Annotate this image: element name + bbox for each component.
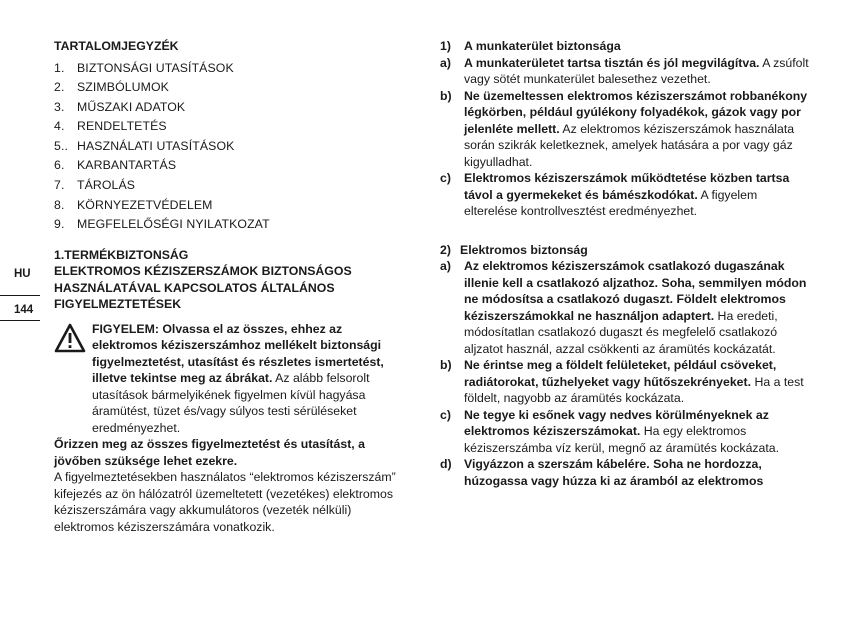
item-label: c) xyxy=(440,171,451,185)
warning-text: Az alább felsorolt utasítások bármelyikének figyelmen kívül hagyása áramütést, tüzet és/vagy súlyos testi sérüléseket eredményezhet. xyxy=(92,371,370,435)
toc-item xyxy=(54,196,404,216)
warning-paragraph xyxy=(54,321,404,437)
toc-num: 2. xyxy=(54,80,65,95)
language-tab: HU xyxy=(14,268,31,280)
warning-triangle-icon xyxy=(54,323,86,353)
spacer xyxy=(54,235,404,247)
item-bold: A munkaterületet tartsa tisztán és jól megvilágítva. xyxy=(464,55,760,70)
toc-item xyxy=(54,215,404,235)
toc-label: MŰSZAKI ADATOK xyxy=(77,99,186,114)
item-bold: Ne üzemeltessen elektromos kéziszerszámot robbanékony légkörben, például gyúlékony folyadékok, gázok vagy por jelenléte mellett. xyxy=(464,88,808,136)
toc-item xyxy=(54,117,404,137)
list-item xyxy=(440,258,812,357)
toc-label: BIZTONSÁGI UTASÍTÁSOK xyxy=(77,60,234,75)
toc-list xyxy=(54,59,404,235)
side-divider xyxy=(0,295,40,296)
warning-block xyxy=(54,321,404,437)
item-label: b) xyxy=(440,88,452,103)
toc-label: KÖRNYEZETVÉDELEM xyxy=(77,197,213,212)
item-text xyxy=(464,88,812,171)
toc-item xyxy=(54,59,404,79)
toc-num: 3. xyxy=(54,99,65,114)
item-text xyxy=(464,258,812,357)
toc-num: 4. xyxy=(54,119,65,134)
list-item xyxy=(440,55,812,88)
definition-paragraph: A figyelmeztetésekben használatos “elektromos kéziszerszám” kifejezés az ön hálózatról üzemeltetett (vezetékes) elektromos kéziszerszámára vagy akkumulátoros (vezeték nélküli) elektromos kéziszerszámára vonatkozik. xyxy=(54,470,396,534)
toc-num: 9. xyxy=(54,217,65,232)
toc-item xyxy=(54,176,404,196)
list-item xyxy=(440,88,812,171)
toc-label: HASZNÁLATI UTASÍTÁSOK xyxy=(77,138,235,153)
section-title-text: A munkaterület biztonsága xyxy=(464,39,621,53)
spacer xyxy=(440,220,812,236)
item-bold: Ne érintse meg a földelt felületeket, például csöveket, radiátorokat, tűzhelyeket vagy hűtőszekrényeket. xyxy=(464,358,777,389)
section-title-text: Elektromos biztonság xyxy=(460,242,588,257)
toc-label: KARBANTARTÁS xyxy=(77,158,177,173)
toc-label: SZIMBÓLUMOK xyxy=(77,80,169,95)
item-normal: A figyelem elterelése kontrollvesztést eredményezhet. xyxy=(464,187,758,218)
list-item xyxy=(440,456,812,489)
toc-num: 1. xyxy=(54,60,65,75)
toc-num: 7. xyxy=(54,178,65,193)
item-text xyxy=(464,407,812,457)
item-text xyxy=(464,357,812,407)
toc-title: TARTALOMJEGYZÉK xyxy=(54,39,179,53)
list-item xyxy=(440,357,812,407)
section-title xyxy=(440,242,812,259)
item-text xyxy=(464,456,812,489)
toc-item xyxy=(54,156,404,176)
toc-label: MEGFELELŐSÉGI NYILATKOZAT xyxy=(77,217,270,232)
toc-num: 5.. xyxy=(54,138,68,153)
section-title xyxy=(440,38,812,55)
page-number: 144 xyxy=(14,304,34,316)
item-label: b) xyxy=(440,358,452,372)
toc-item xyxy=(54,78,404,98)
item-label: c) xyxy=(440,407,451,422)
toc-label: TÁROLÁS xyxy=(77,178,136,193)
item-bold: Ne tegye ki esőnek vagy nedves körülményeknek az elektromos kéziszerszámokat. xyxy=(464,407,769,438)
toc-item xyxy=(54,98,404,118)
item-normal: A zsúfolt vagy sötét munkaterület balesethez vezethet. xyxy=(464,55,809,86)
item-normal: Ha eredeti, módosítatlan csatlakozó dugaszt és megfelelő csatlakozó aljzatot használ, azzal csökkenti az áramütés kockázatát. xyxy=(464,308,778,356)
item-text xyxy=(464,170,812,220)
left-column xyxy=(54,38,404,535)
item-bold: Vigyázzon a szerszám kábelére. Soha ne hordozza, húzogassa vagy húzza ki az áramból az elektromos xyxy=(464,457,764,488)
section-heading: 1.TERMÉKBIZTONSÁG xyxy=(54,247,189,262)
keep-instructions: Őrizzen meg az összes figyelmeztetést és utasítást, a jövőben szüksége lehet ezekre. xyxy=(54,437,365,468)
right-column xyxy=(440,38,812,489)
toc-num: 8. xyxy=(54,197,65,212)
item-text xyxy=(464,55,812,88)
item-normal: Ha egy elektromos kéziszerszámba víz kerül, megnő az áramütés kockázata. xyxy=(464,424,780,455)
item-label: d) xyxy=(440,457,452,471)
item-label: a) xyxy=(440,259,451,273)
item-bold: Az elektromos kéziszerszámok csatlakozó dugaszának illenie kell a csatlakozó aljzathoz. Soha, semmilyen módon ne módosítsa a csatlakozó dugaszt. Földelt elektromos kéziszerszámokkal ne használjon adaptert. xyxy=(464,259,807,323)
toc-num: 6. xyxy=(54,158,65,173)
item-normal: Az elektromos kéziszerszámok használata során szikrák keletkeznek, amelyek hatására a por vagy gáz kigyulladhat. xyxy=(464,121,795,169)
item-label: a) xyxy=(440,55,451,70)
general-warnings-heading: ELEKTROMOS KÉZISZERSZÁMOK BIZTONSÁGOS HASZNÁLATÁVAL KAPCSOLATOS ÁLTALÁNOS FIGYELMEZTETÉSEK xyxy=(54,264,352,312)
section-number: 2) xyxy=(440,242,451,257)
list-item xyxy=(440,407,812,457)
toc-label: RENDELTETÉS xyxy=(77,119,167,134)
list-item xyxy=(440,170,812,220)
side-divider-bottom xyxy=(0,320,40,321)
warning-bold: FIGYELEM: Olvassa el az összes, ehhez az elektromos kéziszerszámhoz mellékelt biztonsági figyelmeztetést, utasítást és részletes ismertetést, illetve tekintse meg az ábrákat. xyxy=(92,321,384,386)
toc-item xyxy=(54,137,404,157)
item-bold: Elektromos kéziszerszámok működtetése közben tartsa távol a gyermekeket és bámészkodókat. xyxy=(464,171,790,202)
item-normal: Ha a test földelt, nagyobb az áramütés kockázata. xyxy=(464,374,804,405)
section-number: 1) xyxy=(440,39,451,53)
